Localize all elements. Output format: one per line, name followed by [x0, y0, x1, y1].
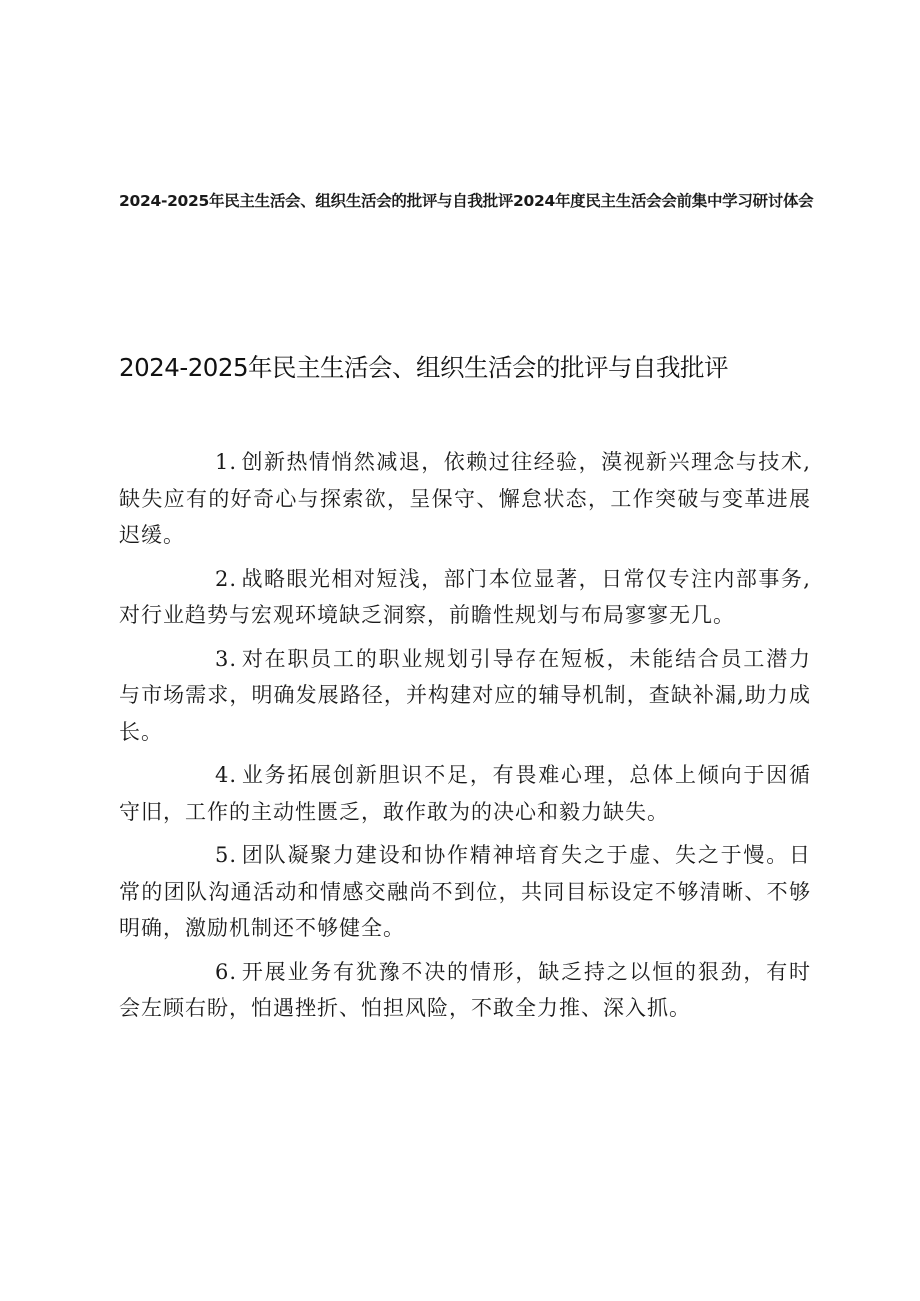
item-text: 业务拓展创新胆识不足，有畏难心理，总体上倾向于因循守旧，工作的主动性匮乏，敢作敢为的决心和毅力缺失。 [119, 763, 811, 824]
item-text: 对在职员工的职业规划引导存在短板，未能结合员工潜力与市场需求，明确发展路径，并构建对应的辅导机制，查缺补漏,助力成长。 [119, 646, 811, 744]
item-number: 1. [215, 450, 238, 474]
item-number: 4. [215, 763, 238, 787]
item-text: 创新热情悄然减退，依赖过往经验，漠视新兴理念与技术,缺失应有的好奇心与探索欲，呈保守、懈怠状态，工作突破与变革进展迟缓。 [119, 450, 811, 547]
list-item [119, 954, 811, 1027]
list-item [119, 561, 811, 634]
item-text: 开展业务有犹豫不决的情形，缺乏持之以恒的狠劲，有时会左顾右盼，怕遇挫折、怕担风险，不敢全力推、深入抓。 [119, 959, 811, 1020]
document-body [119, 444, 811, 1034]
item-text: 团队凝聚力建设和协作精神培育失之于虚、失之于慢。日常的团队沟通活动和情感交融尚不到位，共同目标设定不够清晰、不够明确，激励机制还不够健全。 [119, 843, 811, 940]
document-header: 2024-2025年民主生活会、组织生活会的批评与自我批评2024年度民主生活会会前集中学习研讨体会 [119, 192, 814, 210]
item-number: 5. [215, 843, 238, 867]
list-item [119, 444, 811, 554]
item-number: 6. [215, 959, 238, 984]
item-number: 2. [215, 566, 238, 591]
list-item [119, 641, 811, 751]
item-number: 3. [215, 646, 238, 671]
item-text: 战略眼光相对短浅，部门本位显著，日常仅专注内部事务,对行业趋势与宏观环境缺乏洞察，前瞻性规划与布局寥寥无几。 [119, 566, 811, 627]
list-item [119, 837, 811, 947]
list-item [119, 757, 811, 830]
document-title: 2024-2025年民主生活会、组织生活会的批评与自我批评 [119, 353, 729, 382]
